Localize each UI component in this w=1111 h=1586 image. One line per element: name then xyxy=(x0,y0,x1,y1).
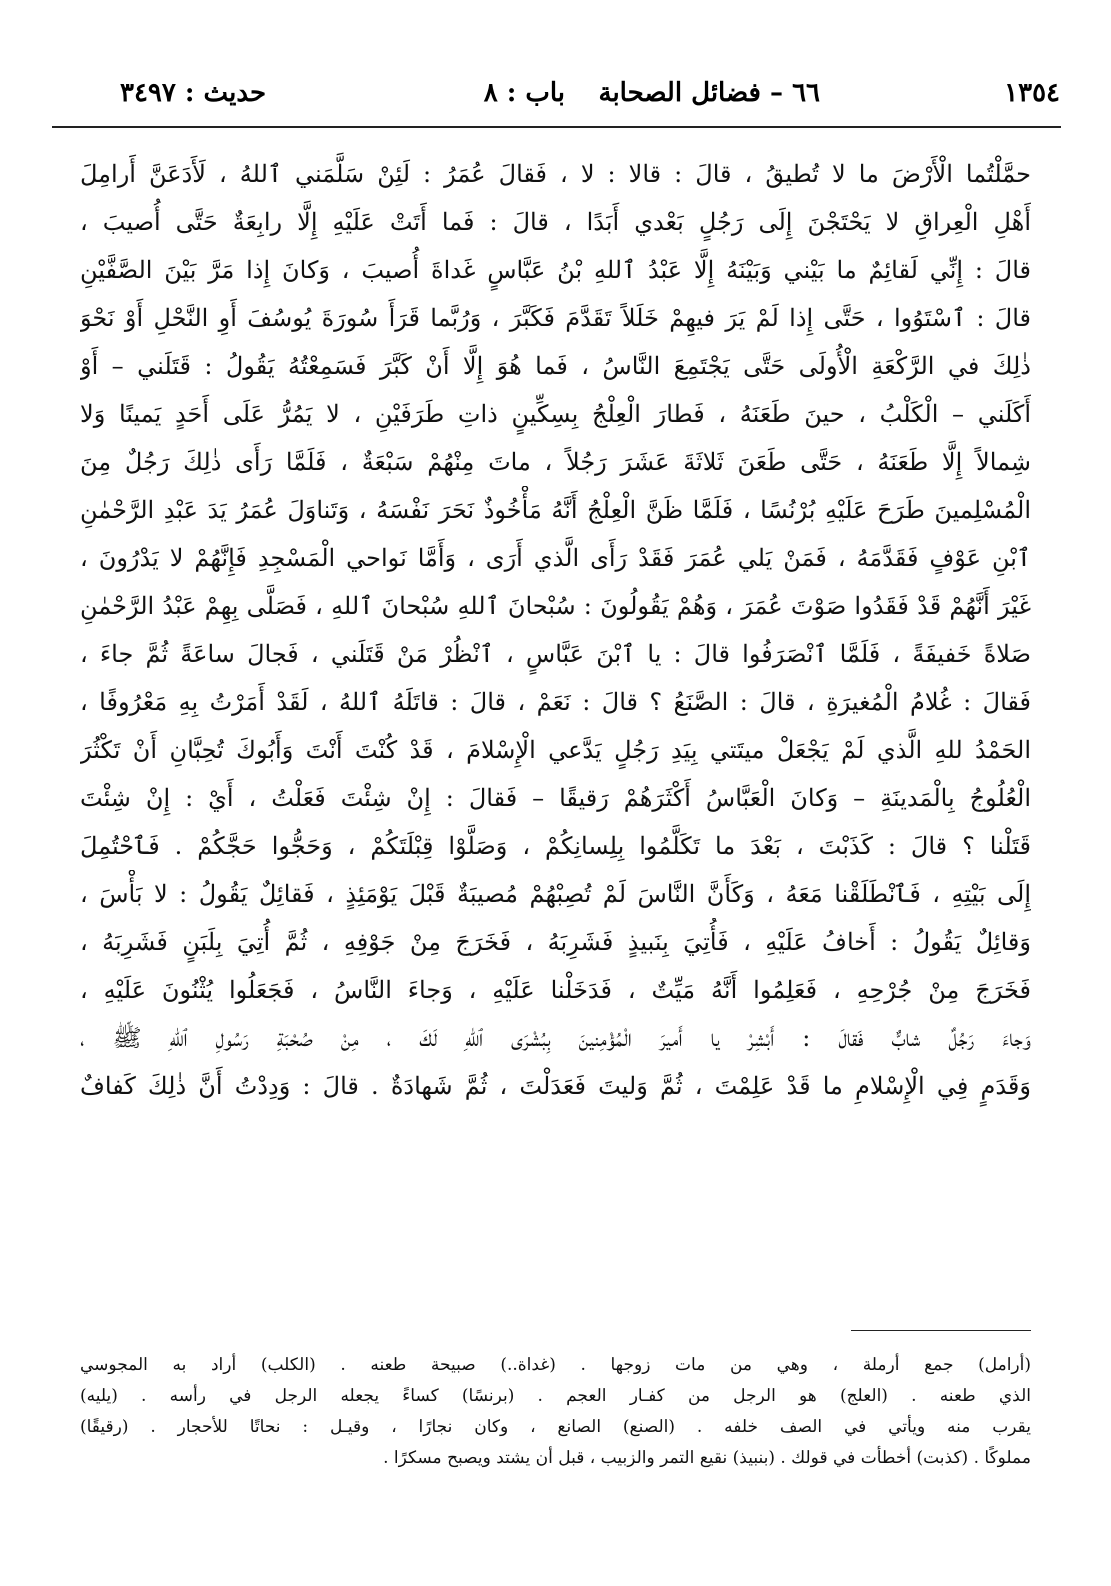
footnotes xyxy=(80,1350,1031,1474)
text-line: وَجاءَ رَجُلٌ شابٌّ فَقالَ : أَبْشِرْ يا أَميرَ الْمُؤْمِنينَ بِبُشْرَى ٱللهِ لَكَ ، مِنْ صُحْبَةِ رَسُولِ ٱللهِ ﷺ ، xyxy=(80,1024,1031,1052)
footnote-divider xyxy=(851,1330,1031,1331)
text-line: الْعُلُوجُ بِالْمَدينَةِ – وَكانَ الْعَبَّاسُ أَكْثَرَهُمْ رَقيقًا – فَقالَ : إِنْ شِئْتَ فَعَلْتُ ، أَيْ : إِنْ شِئْتَ xyxy=(80,784,1031,812)
text-line: الْمُسْلِمينَ طَرَحَ عَلَيْهِ بُرْنُسًا ، فَلَمَّا ظَنَّ الْعِلْجُ أَنَّهُ مَأْخُوذٌ نَحَرَ نَفْسَهُ ، وَتَناوَلَ عُمَرُ يَدَ عَبْدِ الرَّحْمٰنِ xyxy=(80,496,1031,524)
text-line: فَقالَ : غُلامُ الْمُغيرَةِ ، قالَ : الصَّنَعُ ؟ قالَ : نَعَمْ ، قالَ : قاتَلَهُ ٱللهُ ، لَقَدْ أَمَرْتُ بِهِ مَعْرُوفًا ، xyxy=(80,688,1031,716)
text-line: الحَمْدُ للهِ الَّذي لَمْ يَجْعَلْ ميتَتي بِيَدِ رَجُلٍ يَدَّعي الْإِسْلامَ ، قَدْ كُنْتَ أَنْتَ وَأَبُوكَ تُحِبَّانِ أَنْ تَكْثُرَ xyxy=(80,736,1031,764)
hadith-number: حديث : ٣٤٩٧ xyxy=(120,78,267,108)
text-line: قالَ : ٱسْتَوُوا ، حَتَّى إِذا لَمْ يَرَ فيهِمْ خَلَلاً تَقَدَّمَ فَكَبَّرَ ، وَرُبَّما قَرَأَ سُورَةَ يُوسُفَ أَوِ النَّحْلِ أَوْ نَحْوَ xyxy=(80,304,1031,332)
text-line: قالَ : إِنِّي لَقائِمٌ ما بَيْني وَبَيْنَهُ إِلَّا عَبْدُ ٱللهِ بْنُ عَبَّاسٍ غَداةَ أُصيبَ ، وَكانَ إِذا مَرَّ بَيْنَ الصَّفَّيْنِ xyxy=(80,256,1031,284)
page-number: ١٣٥٤ xyxy=(1004,78,1060,108)
text-line: ٱبْنِ عَوْفٍ فَقَدَّمَهُ ، فَمَنْ يَلي عُمَرَ فَقَدْ رَأَى الَّذي أَرَى ، وَأَمَّا نَواحي الْمَسْجِدِ فَإِنَّهُمْ لا يَدْرُونَ ، xyxy=(80,544,1031,572)
footnote-line: الذي طعنه . (العلج) هو الرجل من كفـار العجم . (برنسًا) كساءً يجعله الرجل في رأسه . (يليه) xyxy=(80,1386,1031,1406)
footnote-line: يقرب منه ويأتي في الصف خلفه . (الصنع) الصانع ، وكان نجارًا ، وقيـل : نحاتًا للأحجار . (رقيقًا) xyxy=(80,1417,1031,1437)
header-divider xyxy=(52,126,1061,128)
text-line: وَقائِلٌ يَقُولُ : أَخافُ عَلَيْهِ ، فَأُتِيَ بِنَبيذٍ فَشَرِبَهُ ، فَخَرَجَ مِنْ جَوْفِهِ ، ثُمَّ أُتِيَ بِلَبَنٍ فَشَرِبَهُ ، xyxy=(80,928,1031,956)
hadith-text xyxy=(80,150,1031,1110)
text-line: أَكَلَني – الْكَلْبُ ، حينَ طَعَنَهُ ، فَطارَ الْعِلْجُ بِسِكِّينٍ ذاتِ طَرَفَيْنِ ، لا يَمُرُّ عَلَى أَحَدٍ يَمينًا وَلا xyxy=(80,400,1031,428)
footnote-line: مملوكًا . (كذبت) أخطأت في قولك . (بنبيذ) نقيع التمر والزبيب ، قبل أن يشتد ويصبح مسكرًا . xyxy=(383,1448,1031,1468)
text-line: شِمالاً إِلَّا طَعَنَهُ ، حَتَّى طَعَنَ ثَلاثَةَ عَشَرَ رَجُلاً ، ماتَ مِنْهُمْ سَبْعَةٌ ، فَلَمَّا رَأَى ذٰلِكَ رَجُلٌ مِنَ xyxy=(80,448,1031,476)
text-line: حمَّلْتُما الْأَرْضَ ما لا تُطيقُ ، قالَ : قالا : لا ، فَقالَ عُمَرُ : لَئِنْ سَلَّمَني ٱللهُ ، لَأَدَعَنَّ أَرامِلَ xyxy=(80,160,1031,188)
text-line: غَيْرَ أَنَّهُمْ قَدْ فَقَدُوا صَوْتَ عُمَرَ ، وَهُمْ يَقُولُونَ : سُبْحانَ ٱللهِ سُبْحانَ ٱللهِ ، فَصَلَّى بِهِمْ عَبْدُ الرَّحْمٰنِ xyxy=(80,592,1031,620)
footnote-line: (أرامل) جمع أرملة ، وهي من مات زوجها . (غداة..) صبيحة طعنه . (الكلب) أراد به المجوسي xyxy=(80,1355,1031,1375)
text-line: صَلاةً خَفيفَةً ، فَلَمَّا ٱنْصَرَفُوا قالَ : يا ٱبْنَ عَبَّاسٍ ، ٱنْظُرْ مَنْ قَتَلَني ، فَجالَ ساعَةً ثُمَّ جاءَ ، xyxy=(80,640,1031,668)
text-line: قَتَلْنا ؟ قالَ : كَذَبْتَ ، بَعْدَ ما تَكَلَّمُوا بِلِسانِكُمْ ، وَصَلَّوْا قِبْلَتَكُمْ ، وَحَجُّوا حَجَّكُمْ . فَٱحْتُمِلَ xyxy=(80,832,1031,860)
book-title: ٦٦ – فضائل الصحابة xyxy=(598,78,820,108)
text-line: فَخَرَجَ مِنْ جُرْحِهِ ، فَعَلِمُوا أَنَّهُ مَيِّتٌ ، فَدَخَلْنا عَلَيْهِ ، وَجاءَ النَّاسُ ، فَجَعَلُوا يُثْنُونَ عَلَيْهِ ، xyxy=(80,976,1031,1004)
text-line: أَهْلِ الْعِراقِ لا يَحْتَجْنَ إِلَى رَجُلٍ بَعْدي أَبَدًا ، قالَ : فَما أَتَتْ عَلَيْهِ إِلَّا رابِعَةٌ حَتَّى أُصيبَ ، xyxy=(80,208,1031,236)
text-line: ذٰلِكَ في الرَّكْعَةِ الْأُولَى حَتَّى يَجْتَمِعَ النَّاسُ ، فَما هُوَ إِلَّا أَنْ كَبَّرَ فَسَمِعْتُهُ يَقُولُ : قَتَلَني – أَوْ xyxy=(80,352,1031,380)
chapter-label: باب : ٨ xyxy=(483,78,565,108)
text-line: وَقَدَمٍ فِي الْإِسْلامِ ما قَدْ عَلِمْتَ ، ثُمَّ وَليتَ فَعَدَلْتَ ، ثُمَّ شَهادَةٌ . قالَ : وَدِدْتُ أَنَّ ذٰلِكَ كَفافٌ xyxy=(80,1072,1031,1100)
running-head xyxy=(40,78,1080,118)
text-line: إِلَى بَيْتِهِ ، فَٱنْطَلَقْنا مَعَهُ ، وَكَأَنَّ النَّاسَ لَمْ تُصِبْهُمْ مُصيبَةٌ قَبْلَ يَوْمَئِذٍ ، فَقائِلٌ يَقُولُ : لا بَأْسَ ، xyxy=(80,880,1031,908)
